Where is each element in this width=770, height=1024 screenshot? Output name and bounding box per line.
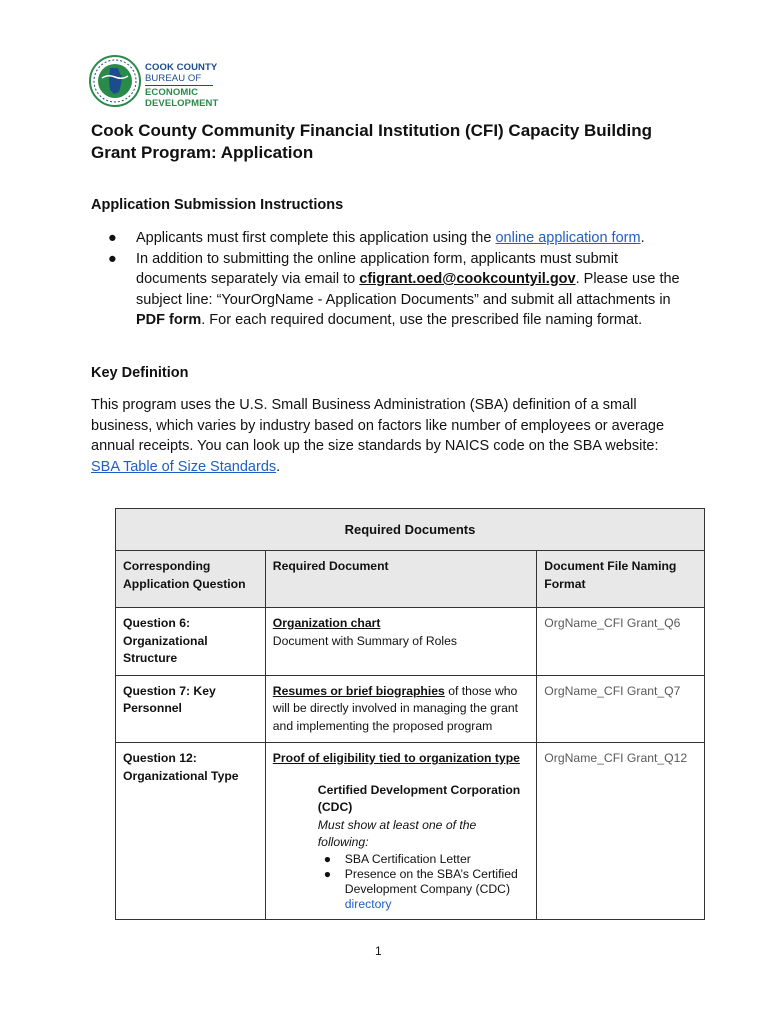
page-title — [91, 120, 701, 164]
logo-line4: DEVELOPMENT — [145, 98, 219, 109]
bullet-icon: ● — [108, 250, 117, 267]
table-row — [116, 608, 705, 676]
cdc-list — [318, 852, 530, 912]
table-title-row — [116, 509, 705, 551]
bullet-icon: ● — [108, 230, 117, 246]
page-number: 1 — [375, 944, 382, 958]
document-description: Document with Summary of Roles — [272, 633, 458, 648]
col-header-question: Corresponding Application Question — [116, 551, 266, 608]
online-application-form-link[interactable]: online application form — [495, 230, 641, 246]
instruction-1-text: Applicants must first complete this application using the — [136, 230, 496, 246]
key-definition-heading: Key Definition — [91, 365, 189, 381]
table-row — [116, 675, 705, 743]
sba-size-standards-link[interactable]: SBA Table of Size Standards — [91, 458, 277, 475]
instruction-1-end: . — [640, 230, 645, 246]
cook-county-logo — [88, 54, 228, 110]
title-line2: Grant Program: Application — [91, 143, 314, 162]
row-question: Question 6: Organizational Structure — [116, 608, 266, 676]
table-row — [116, 743, 705, 920]
row-document — [265, 743, 537, 920]
cdc-directory-link[interactable]: directory — [344, 896, 392, 911]
row-format: OrgName_CFI Grant_Q6 — [537, 608, 705, 676]
key-definition-end: . — [276, 458, 281, 475]
instruction-2-end: . For each required document, use the prescribed file naming format. — [201, 312, 643, 328]
col-header-format: Document File Naming Format — [537, 551, 705, 608]
document-title: Proof of eligibility tied to organization type — [272, 751, 520, 765]
document-title: Organization chart — [272, 616, 381, 630]
bullet-icon: ● — [323, 866, 332, 881]
document-description: of those who will be directly involved in managing the grant and implementing the proposed program — [272, 683, 519, 733]
table-header-row — [116, 551, 705, 608]
list-item — [318, 867, 530, 912]
instructions-list — [108, 228, 688, 331]
submission-email[interactable]: cfigrant.oed@cookcountyil.gov — [359, 271, 576, 287]
row-question: Question 7: Key Personnel — [116, 675, 266, 743]
row-question: Question 12: Organizational Type — [116, 743, 266, 920]
pdf-form-emphasis: PDF form — [136, 312, 202, 328]
logo-line2: BUREAU OF — [145, 73, 202, 84]
row-document — [265, 608, 537, 676]
row-format: OrgName_CFI Grant_Q12 — [537, 743, 705, 920]
list-item — [108, 249, 688, 331]
cdc-item-2: Presence on the SBA’s Certified Development Company (CDC) — [344, 866, 518, 896]
document-title: Resumes or brief biographies — [272, 683, 445, 698]
cdc-heading: Certified Development Corporation (CDC) — [317, 782, 521, 814]
county-seal-icon — [88, 54, 142, 108]
key-definition-body: This program uses the U.S. Small Business Administration (SBA) definition of a small business, which varies by industry based on factors like number of employees or average annual receipts. You can look up the size standards by NAICS code on the SBA website: — [91, 397, 665, 454]
list-item — [108, 228, 688, 249]
cdc-requirements — [318, 782, 530, 912]
title-line1: Cook County Community Financial Institution (CFI) Capacity Building — [91, 121, 652, 140]
instruction-2-text: In addition to submitting the online application form, applicants must submit documents separately via email to — [136, 250, 618, 287]
required-documents-table — [115, 508, 705, 920]
row-document — [265, 675, 537, 743]
col-header-document: Required Document — [265, 551, 537, 608]
logo-line3: ECONOMIC — [145, 87, 199, 98]
key-definition-text — [91, 395, 681, 477]
row-format: OrgName_CFI Grant_Q7 — [537, 675, 705, 743]
logo-divider — [145, 85, 213, 86]
instructions-heading: Application Submission Instructions — [91, 197, 344, 213]
cdc-note: Must show at least one of the following: — [317, 817, 477, 849]
logo-line1: COOK COUNTY — [145, 62, 218, 73]
bullet-icon: ● — [323, 851, 332, 866]
table-title: Required Documents — [116, 509, 705, 551]
cdc-item-1: SBA Certification Letter — [344, 851, 471, 866]
instruction-2-mid: . Please use the subject line: “YourOrgName - Application Documents” and submit all attachments in — [136, 271, 680, 308]
list-item — [318, 852, 530, 867]
